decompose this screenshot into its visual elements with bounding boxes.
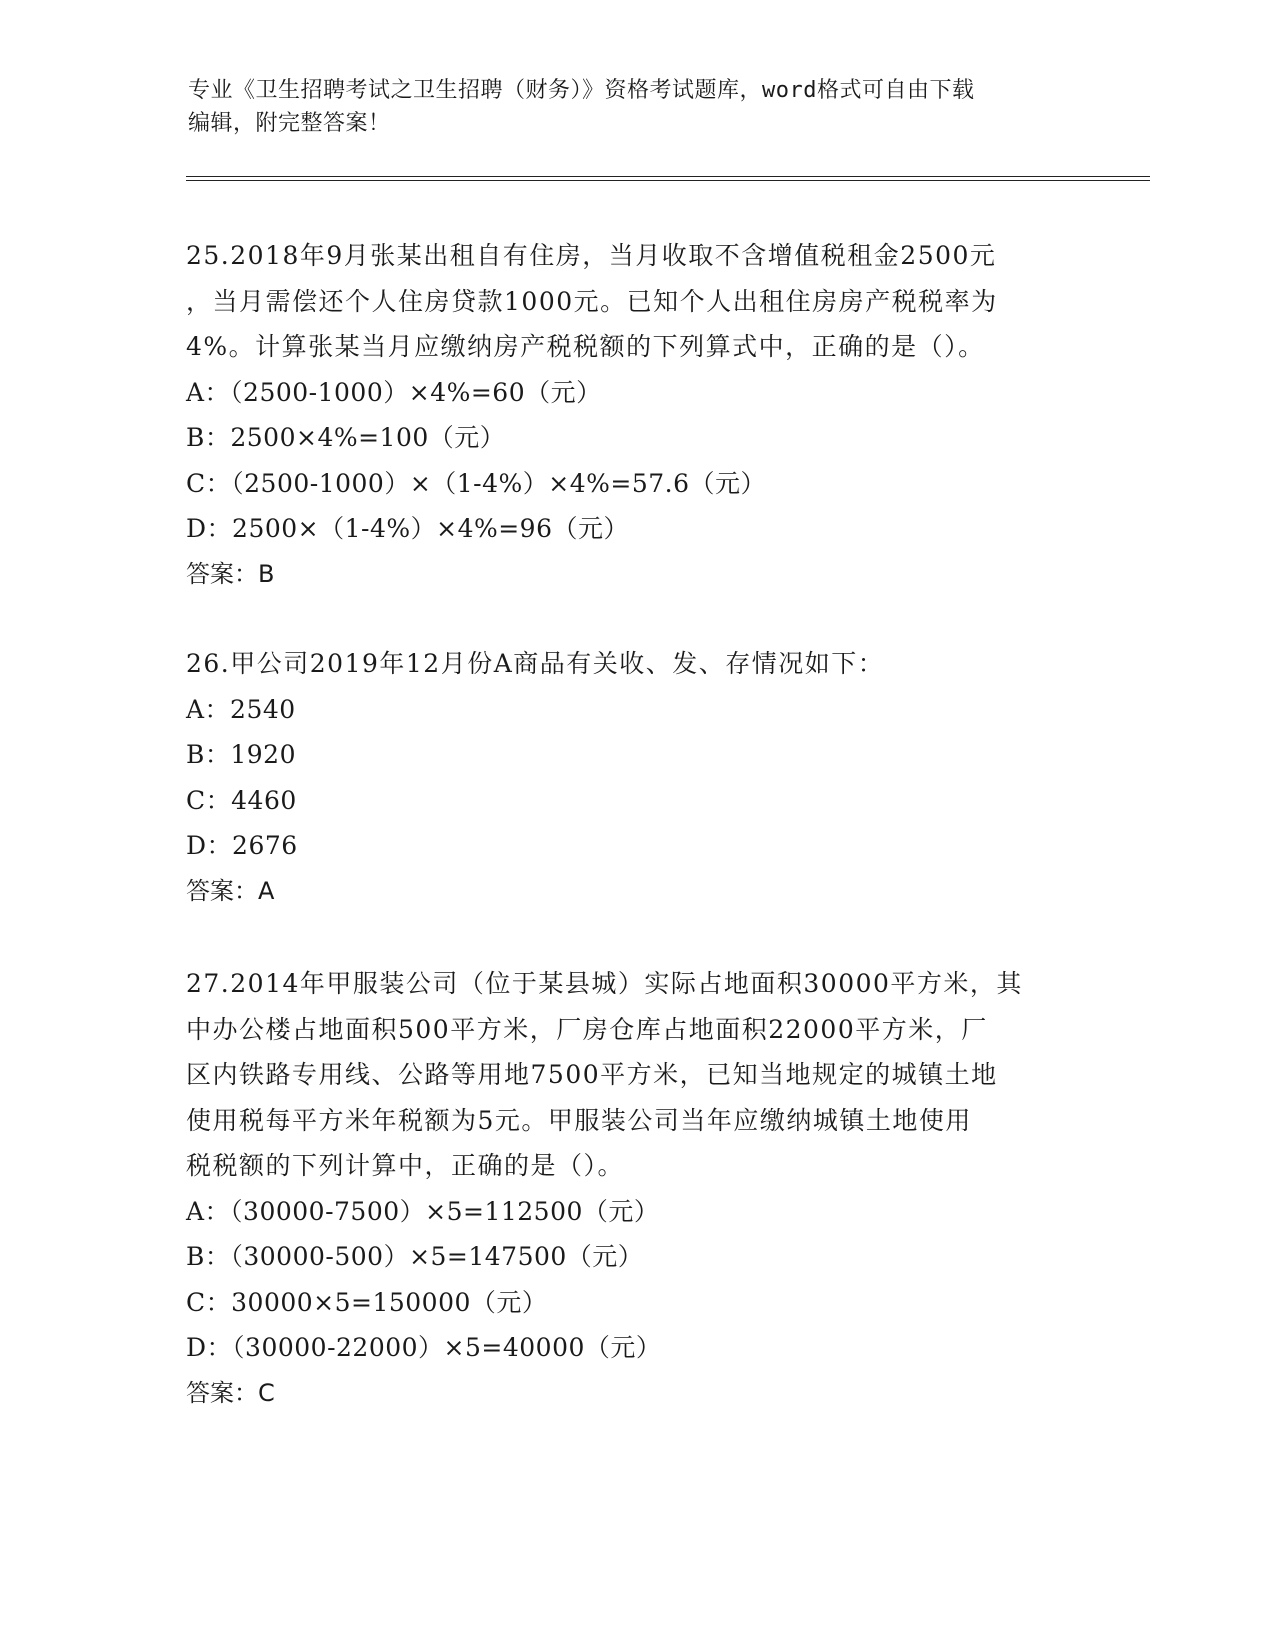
stem-line: 区内铁路专用线、公路等用地7500平方米，已知当地规定的城镇土地 — [186, 1060, 998, 1089]
option-a: A：（2500-1000）×4%=60（元） — [186, 377, 602, 407]
option-c: C：4460 — [186, 785, 297, 815]
header-divider — [186, 176, 1150, 181]
question-25 — [186, 233, 1086, 597]
answer-label: 答案：C — [186, 1378, 275, 1407]
stem-line: 25.2018年9月张某出租自有住房，当月收取不含增值税租金2500元 — [186, 241, 997, 270]
question-stem — [186, 641, 1086, 687]
question-stem — [186, 233, 1086, 370]
question-26 — [186, 641, 1086, 914]
option-a: A：（30000-7500）×5=112500（元） — [186, 1196, 660, 1226]
stem-line: ，当月需偿还个人住房贷款1000元。已知个人出租住房房产税税率为 — [186, 286, 998, 316]
option-a: A：2540 — [186, 694, 296, 724]
answer-label: 答案：B — [186, 559, 275, 588]
stem-line: 中办公楼占地面积500平方米，厂房仓库占地面积22000平方米，厂 — [186, 1014, 988, 1044]
stem-line: 26.甲公司2019年12月份A商品有关收、发、存情况如下： — [186, 649, 885, 678]
option-c: C：（2500-1000）×（1-4%）×4%=57.6（元） — [186, 468, 767, 498]
question-27 — [186, 961, 1086, 1416]
header-line-2: 编辑，附完整答案！ — [188, 111, 391, 136]
option-d: D：2676 — [186, 831, 298, 860]
option-d: D：（30000-22000）×5=40000（元） — [186, 1333, 662, 1362]
header-line-1: 专业《卫生招聘考试之卫生招聘（财务）》资格考试题库，word格式可自由下载 — [188, 78, 975, 103]
stem-line: 税税额的下列计算中，正确的是（）。 — [186, 1151, 625, 1180]
option-b: B：2500×4%=100（元） — [186, 423, 506, 452]
stem-line: 使用税每平方米年税额为5元。甲服装公司当年应缴纳城镇土地使用 — [186, 1105, 972, 1135]
stem-line: 27.2014年甲服装公司（位于某县城）实际占地面积30000平方米，其 — [186, 969, 1023, 998]
document-header — [188, 74, 1088, 140]
stem-line: 4%。计算张某当月应缴纳房产税税额的下列算式中，正确的是（）。 — [186, 332, 985, 361]
option-b: B：（30000-500）×5=147500（元） — [186, 1242, 644, 1271]
question-stem — [186, 961, 1086, 1189]
option-d: D：2500×（1-4%）×4%=96（元） — [186, 514, 629, 543]
option-c: C：30000×5=150000（元） — [186, 1287, 548, 1317]
answer-label: 答案：A — [186, 876, 275, 905]
option-b: B：1920 — [186, 740, 296, 769]
